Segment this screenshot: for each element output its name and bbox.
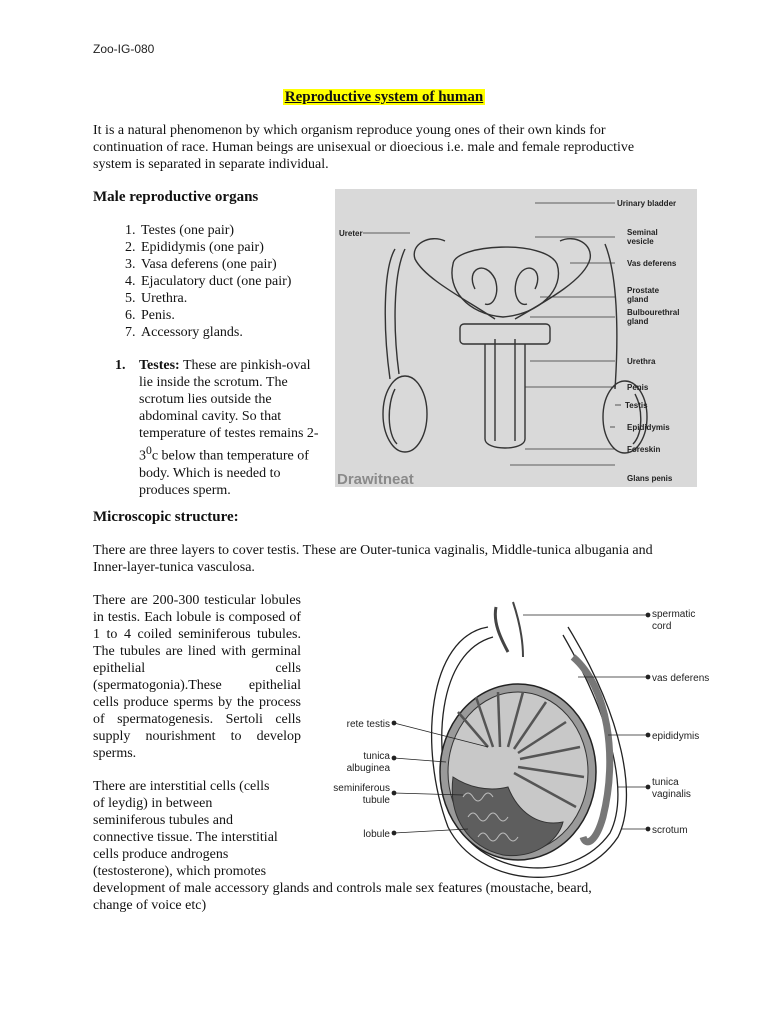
label-seminiferous-tubule-2: tubule <box>362 795 390 806</box>
label-glans-penis: Glans penis <box>627 474 673 483</box>
label-epididymis: Epididymis <box>627 423 670 432</box>
label-penis: Penis <box>627 383 649 392</box>
testes-text-b: c below than temperature of body. Which is needed to produces sperm. <box>139 448 309 498</box>
label-vas-deferens: Vas deferens <box>627 259 677 268</box>
label-foreskin: Foreskin <box>627 445 661 454</box>
testes-number: 1. <box>115 358 126 373</box>
interstitial-line-6: (testosterone), which promotes <box>93 864 267 879</box>
label-ureter: Ureter <box>339 229 363 238</box>
label-urinary-bladder: Urinary bladder <box>617 199 677 208</box>
list-item: 5. Urethra. <box>139 290 291 307</box>
interstitial-line-7: development of male accessory glands and controls male sex features (moustache, beard, <box>93 881 592 896</box>
testis-section-diagram <box>318 597 720 895</box>
list-item: 2. Epididymis (one pair) <box>139 239 291 256</box>
label-spermatic-cord: spermatic <box>652 609 696 620</box>
layers-paragraph: There are three layers to cover testis. These are Outer-tunica vaginalis, Middle-tunica albugania and Inner-layer-tunica vasculosa. <box>93 543 653 575</box>
intro-paragraph: It is a natural phenomenon by which organism reproduce young ones of their own kinds for continuation of race. Human beings are unisexual or dioecious i.e. male and female reproductive system is separated in separate individual. <box>93 123 635 172</box>
lobules-paragraph: There are 200-300 testicular lobules in testis. Each lobule is composed of 1 to 4 coiled seminiferous tubules. The tubules are lined with germinal epithelial cells (spermatogonia).These epithelial cells produce sperms by the process of spermatogenesis. Sertoli cells supply nourishment to develop sperms. <box>93 593 301 761</box>
label-tunica-albuginea: tunica <box>363 751 390 762</box>
list-item: 1. Testes (one pair) <box>139 222 291 239</box>
label-lobule: lobule <box>363 829 390 840</box>
list-item: 3. Vasa deferens (one pair) <box>139 256 291 273</box>
watermark: Drawitneat <box>337 471 414 487</box>
label-tunica-vaginalis: tunica <box>652 777 679 788</box>
label-seminal-vesicle: Seminal <box>627 228 658 237</box>
list-item: 7. Accessory glands. <box>139 324 291 341</box>
page-title-wrap <box>0 88 768 106</box>
interstitial-line-2: of leydig) in between <box>93 796 213 811</box>
label-prostate-gland: Prostate <box>627 286 660 295</box>
interstitial-line-1: There are interstitial cells (cells <box>93 779 270 794</box>
label-vas-deferens-2: vas deferens <box>652 673 710 684</box>
testes-paragraph <box>115 357 325 499</box>
organ-list <box>115 222 291 341</box>
microscopic-heading: Microscopic structure: <box>93 509 239 525</box>
label-spermatic-cord-2: cord <box>652 621 672 632</box>
label-testis: Testis <box>625 401 648 410</box>
label-tunica-vaginalis-2: vaginalis <box>652 789 691 800</box>
label-scrotum: scrotum <box>652 825 688 836</box>
interstitial-line-3: seminiferous tubules and <box>93 813 233 828</box>
interstitial-line-5: cells produce androgens <box>93 847 229 862</box>
label-rete-testis: rete testis <box>346 719 390 730</box>
label-seminiferous-tubule: seminiferous <box>333 783 390 794</box>
testes-superscript: 0 <box>146 444 152 457</box>
list-item: 4. Ejaculatory duct (one pair) <box>139 273 291 290</box>
testes-label: Testes: <box>139 358 180 373</box>
interstitial-line-4: connective tissue. The interstitial <box>93 830 278 845</box>
label-prostate-gland-2: gland <box>627 295 649 304</box>
male-reproductive-diagram <box>335 189 697 487</box>
label-epididymis-2: epididymis <box>652 731 700 742</box>
male-organs-heading: Male reproductive organs <box>93 189 259 205</box>
label-tunica-albuginea-2: albuginea <box>346 763 390 774</box>
label-bulbourethral-gland-2: gland <box>627 317 649 326</box>
testes-body <box>139 357 325 499</box>
label-urethra: Urethra <box>627 357 656 366</box>
interstitial-line-8: change of voice etc) <box>93 898 207 913</box>
document-code: Zoo-IG-080 <box>93 42 155 56</box>
label-seminal-vesicle-2: vesicle <box>627 237 654 246</box>
page-title: Reproductive system of human <box>284 89 484 105</box>
label-bulbourethral-gland: Bulbourethral <box>627 308 680 317</box>
list-item: 6. Penis. <box>139 307 291 324</box>
testes-text-a: These are pinkish-oval lie inside the scrotum. The scrotum lies outside the abdominal cavity. So that temperature of testes remains 2-3 <box>139 358 319 464</box>
